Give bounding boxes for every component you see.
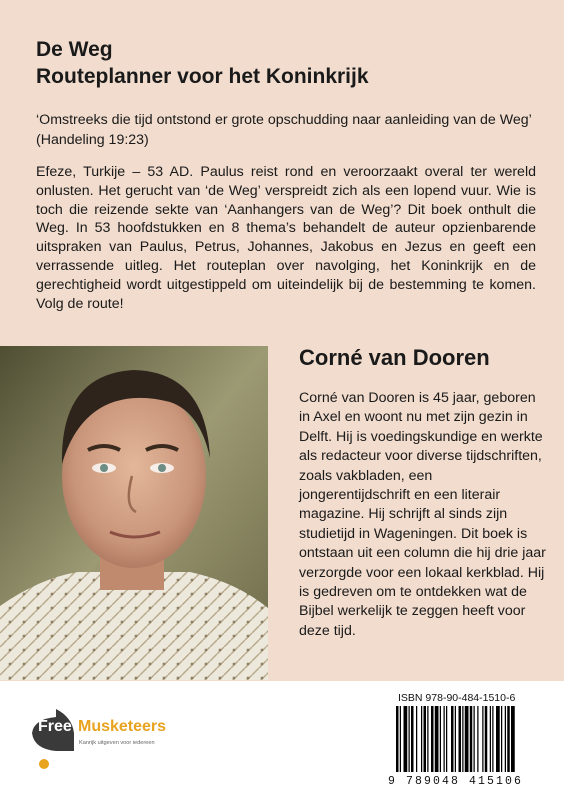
publisher-logo-musketeers: Musketeers	[78, 718, 167, 735]
book-title	[36, 36, 369, 90]
publisher-logo-free: Free	[38, 718, 72, 735]
author-photo	[0, 346, 268, 680]
barcode-digits: 9 789048 415106	[388, 775, 524, 788]
book-title-line1: De Weg	[36, 38, 113, 61]
publisher-tagline: Kanrijk uitgeven voor iedereen	[79, 740, 155, 746]
back-cover-footer	[0, 681, 564, 800]
author-name: Corné van Dooren	[299, 345, 490, 370]
barcode	[396, 706, 554, 772]
author-bio: Corné van Dooren is 45 jaar, geboren in Axel en woont nu met zijn gezin in Delft. Hij is voedingskundige en werkte als redacteur voor diverse tijdschriften, zoals vakbladen, een jongerentijdschrift en een literair magazine. Hij schrijft al sinds zijn studietijd in Wageningen. Dit boek is ontstaan uit een column die hij drie jaar verzorgde voor een lokaal kerkblad. Hij is gedreven om te ontdekken wat de Bijbel werkelijk te zeggen heeft voor deze tijd.	[299, 390, 546, 639]
isbn-label: ISBN 978-90-484-1510-6	[398, 692, 516, 704]
book-title-line2: Routeplanner voor het Koninkrijk	[36, 65, 369, 88]
publisher-logo	[30, 709, 200, 779]
bible-quote: ‘Omstreeks die tijd ontstond er grote opschudding naar aanleiding van de Weg’ (Handeling 19:23)	[36, 112, 532, 148]
author-portrait-illustration	[0, 346, 268, 680]
book-blurb: Efeze, Turkije – 53 AD. Paulus reist rond en veroorzaakt overal ter wereld onlusten. Het gerucht van ‘de Weg’ verspreidt zich als een lopend vuur. Wie is toch die reizende sekte van ‘Aanhangers van de Weg’? Dit boek onthult die Weg. In 53 hoofdstukken en 8 thema’s behandelt de auteur opzienbarende uitspraken van Paulus, Petrus, Johannes, Jakobus en Jezus en geeft een verrassende uitleg. Het routeplan over navolging, het Koninkrijk en de gerechtigheid wordt uitgestippeld om uiteindelijk bij de bestemming te komen. Volg de route!	[36, 164, 536, 312]
